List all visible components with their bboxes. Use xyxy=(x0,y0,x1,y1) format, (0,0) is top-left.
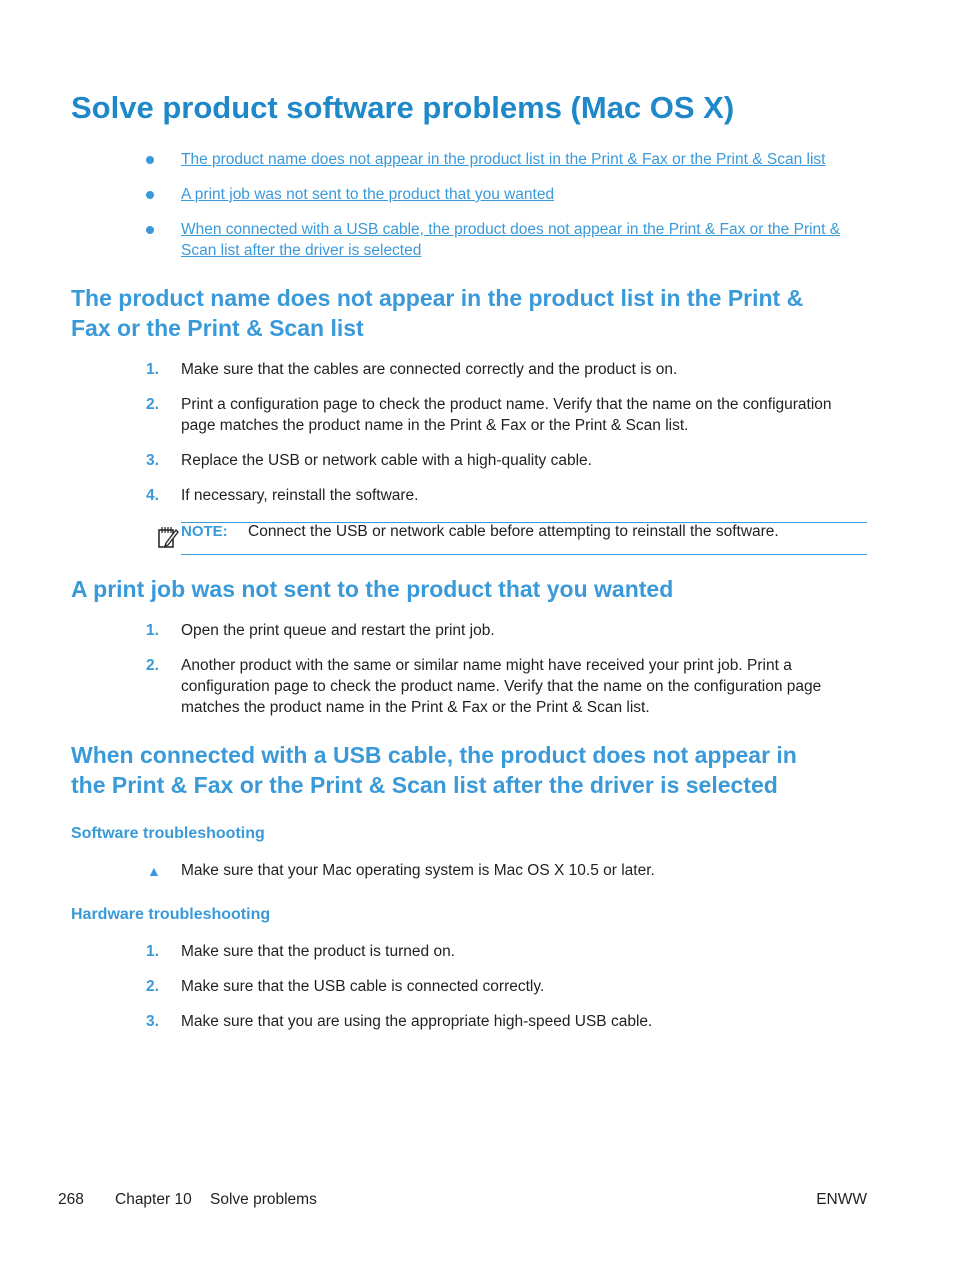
step-text: Replace the USB or network cable with a high-quality cable. xyxy=(181,452,592,469)
step-number: 4. xyxy=(146,487,159,504)
toc-link-print-job[interactable]: A print job was not sent to the product that you wanted xyxy=(181,186,555,203)
bullet-icon xyxy=(146,191,154,199)
section-heading-product-name-cont: Fax or the Print & Scan list xyxy=(71,315,364,341)
section-heading-usb-cable: When connected with a USB cable, the product does not appear in xyxy=(71,742,797,768)
step-text: Make sure that the cables are connected correctly and the product is on. xyxy=(181,361,678,378)
footer-page-number: 268 xyxy=(58,1191,84,1208)
step-text: matches the product name in the Print & Fax or the Print & Scan list. xyxy=(181,699,650,716)
step-number: 1. xyxy=(146,943,159,960)
step-number: 2. xyxy=(146,396,159,413)
footer-chapter: Chapter 10 xyxy=(115,1191,192,1208)
toc-link-usb-cable-cont[interactable]: Scan list after the driver is selected xyxy=(181,242,422,259)
section-heading-usb-cable-cont: the Print & Fax or the Print & Scan list after the driver is selected xyxy=(71,772,778,798)
step-text: Open the print queue and restart the print job. xyxy=(181,622,495,639)
step-text: Make sure that the product is turned on. xyxy=(181,943,455,960)
note-text: Connect the USB or network cable before attempting to reinstall the software. xyxy=(248,523,779,540)
software-item-text: Make sure that your Mac operating system is Mac OS X 10.5 or later. xyxy=(181,862,655,879)
footer-locale: ENWW xyxy=(816,1191,867,1208)
step-number: 2. xyxy=(146,657,159,674)
step-text: Another product with the same or similar name might have received your print job. Print a xyxy=(181,657,792,674)
step-number: 2. xyxy=(146,978,159,995)
step-text: Make sure that the USB cable is connected correctly. xyxy=(181,978,545,995)
step-number: 3. xyxy=(146,1013,159,1030)
subheading-hardware: Hardware troubleshooting xyxy=(71,906,271,923)
footer-chapter-title: Solve problems xyxy=(210,1191,317,1208)
bullet-icon xyxy=(146,156,154,164)
section-heading-print-job: A print job was not sent to the product that you wanted xyxy=(71,576,674,602)
subheading-software: Software troubleshooting xyxy=(71,825,265,842)
step-text: configuration page to check the product name. Verify that the name on the configuration page xyxy=(181,678,822,695)
note-icon xyxy=(157,524,179,550)
step-text: If necessary, reinstall the software. xyxy=(181,487,419,504)
section-heading-product-name: The product name does not appear in the product list in the Print & xyxy=(71,285,804,311)
step-text: Make sure that you are using the appropriate high-speed USB cable. xyxy=(181,1013,653,1030)
step-number: 1. xyxy=(146,622,159,639)
toc-link-usb-cable[interactable]: When connected with a USB cable, the product does not appear in the Print & Fax or the Print & xyxy=(181,221,841,238)
step-number: 3. xyxy=(146,452,159,469)
step-text: page matches the product name in the Print & Fax or the Print & Scan list. xyxy=(181,417,689,434)
step-number: 1. xyxy=(146,361,159,378)
bullet-icon xyxy=(146,226,154,234)
note-label: NOTE: xyxy=(181,523,228,540)
step-text: Print a configuration page to check the product name. Verify that the name on the configuration xyxy=(181,396,832,413)
toc-link-product-name[interactable]: The product name does not appear in the product list in the Print & Fax or the Print & Scan list xyxy=(181,151,826,168)
page-title: Solve product software problems (Mac OS X) xyxy=(71,90,735,125)
triangle-bullet-icon: ▲ xyxy=(147,863,161,879)
note-rule-bottom xyxy=(181,554,867,555)
